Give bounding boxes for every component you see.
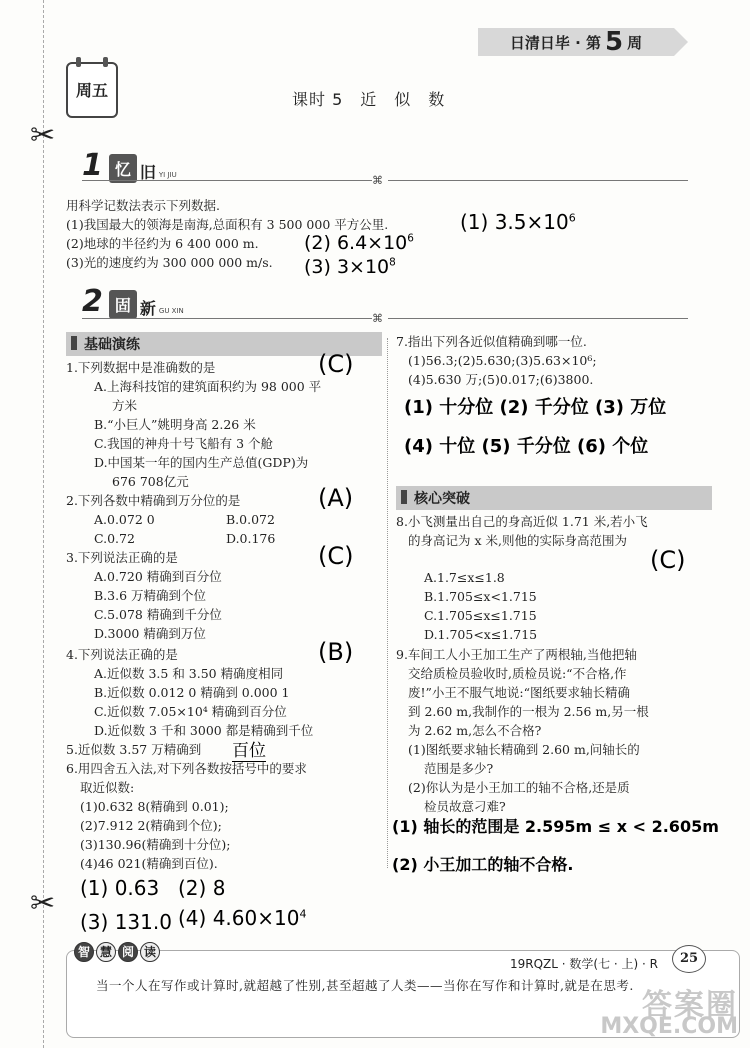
handwritten-answer: (4) 十位 (5) 千分位 (6) 个位 (404, 436, 649, 457)
question-text: (1)56.3;(2)5.630;(3)5.63×10⁶; (408, 353, 597, 368)
review-item: (3)光的速度约为 300 000 000 m/s. (66, 255, 273, 270)
handwritten-answer: (3) $3\times 10^8$ (304, 256, 396, 278)
section-review-header (82, 148, 177, 183)
calendar-icon (66, 62, 118, 118)
section-tag: 固 (109, 290, 137, 319)
sub-question: (2)7.912 2(精确到个位); (80, 818, 222, 833)
core-breakthrough-title: 核心突破 (396, 486, 712, 510)
section-number: 1 (82, 148, 103, 183)
question-text: 5.近似数 3.57 万精确到 (66, 742, 202, 757)
question-text: 4.下列说法正确的是 (66, 647, 178, 662)
banner-prefix: 日清日毕 · 第 (509, 33, 602, 52)
section-divider (388, 180, 688, 181)
question-text: 1.下列数据中是准确数的是 (66, 360, 216, 375)
book-code: 19RQZL · 数学(七 · 上) · R (510, 957, 658, 971)
option-text: C.近似数 7.05×10⁴ 精确到百分位 (94, 704, 287, 719)
option-text: 方米 (112, 398, 138, 413)
knot-icon: ⌘ (372, 312, 383, 325)
week-number: 5 (605, 27, 624, 57)
calendar-day: 周五 (75, 81, 108, 100)
option-text: D.中国某一年的国内生产总值(GDP)为 (94, 455, 309, 470)
handwritten-answer: (1) 十分位 (2) 千分位 (3) 万位 (404, 397, 667, 418)
wisdom-reading-label: 智 慧 阅 读 (74, 942, 160, 962)
option-text: B.3.6 万精确到个位 (94, 588, 207, 603)
handwritten-answer: (A) (318, 484, 354, 512)
week-banner (478, 28, 674, 56)
handwritten-answer: (C) (318, 542, 354, 570)
option-text: A.1.7≤x≤1.8 (424, 570, 505, 585)
option-text: A.近似数 3.5 和 3.50 精确度相同 (94, 666, 284, 681)
option-text: C.1.705≤x≤1.715 (424, 608, 537, 623)
option-text: C.0.72 (94, 531, 135, 546)
sub-question: 检员故意刁难? (424, 799, 506, 814)
basic-practice-title: 基础演练 (66, 332, 382, 356)
section-divider (82, 180, 372, 181)
scissors-icon: ✂ (30, 118, 56, 153)
option-text: D.1.705<x≤1.715 (424, 627, 538, 642)
option-text: C.我国的神舟十号飞船有 3 个舱 (94, 436, 273, 451)
option-text: B.1.705≤x<1.715 (424, 589, 537, 604)
option-text: D.0.176 (226, 531, 276, 546)
section-divider (82, 318, 372, 319)
review-item: (2)地球的半径约为 6 400 000 m. (66, 236, 259, 251)
section-number: 2 (82, 284, 103, 319)
question-text: 到 2.60 m,我制作的一根为 2.56 m,另一根 (408, 704, 649, 719)
handwritten-answer: (2) $6.4\times 10^6$ (304, 232, 414, 254)
sub-question: (1)图纸要求轴长精确到 2.60 m,问轴长的 (408, 742, 640, 757)
question-text: (4)5.630 万;(5)0.017;(6)3800. (408, 372, 594, 387)
review-item: (1)我国最大的领海是南海,总面积有 3 500 000 平方公里. (66, 217, 389, 232)
option-text: 676 708亿元 (112, 474, 189, 489)
handwritten-answer: (4) $4.60\times 10^4$ (178, 906, 307, 930)
sub-question: (2)你认为是小王加工的轴不合格,还是质 (408, 780, 630, 795)
handwritten-answer: 百位 (232, 736, 266, 762)
question-text: 2.下列各数中精确到万分位的是 (66, 493, 241, 508)
option-text: C.5.078 精确到千分位 (94, 607, 222, 622)
question-text: 取近似数: (80, 780, 135, 795)
lesson-title: 课时 5 近 似 数 (292, 90, 446, 109)
knot-icon: ⌘ (372, 174, 383, 187)
question-text: 废!”小王不服气地说:“图纸要求轴长精确 (408, 685, 631, 700)
option-text: D.3000 精确到万位 (94, 626, 206, 641)
option-text: B.0.072 (226, 512, 275, 527)
question-text: 7.指出下列各近似值精确到哪一位. (396, 334, 587, 349)
handwritten-answer: (3) 131.0 (80, 910, 172, 934)
handwritten-answer: (1) 轴长的范围是 2.595m ≤ x < 2.605m (392, 817, 719, 836)
question-text: 的身高记为 x 米,则他的实际身高范围为 (408, 533, 627, 548)
banner-suffix: 周 (627, 33, 643, 52)
question-text: 3.下列说法正确的是 (66, 550, 178, 565)
watermark-logo: 答案圈 (642, 988, 738, 1023)
scissors-icon: ✂ (30, 886, 56, 921)
handwritten-answer: (1) $3.5\times 10^6$ (460, 210, 576, 234)
section-divider (388, 318, 688, 319)
watermark-url: MXQE.COM (600, 1014, 738, 1039)
handwritten-answer: (2) 8 (178, 876, 226, 900)
sub-question: (4)46 021(精确到百位). (80, 856, 218, 871)
handwritten-answer: (C) (650, 546, 686, 574)
section-new-header (82, 284, 184, 319)
handwritten-answer: (1) 0.63 (80, 876, 160, 900)
option-text: D.近似数 3 千和 3000 都是精确到千位 (94, 723, 314, 738)
handwritten-answer: (2) 小王加工的轴不合格. (392, 855, 574, 874)
section-tag-2: 旧 (139, 163, 156, 182)
sub-question: (1)0.632 8(精确到 0.01); (80, 799, 229, 814)
question-text: 9.车间工人小王加工生产了两根轴,当他把轴 (396, 647, 637, 662)
sub-question: (3)130.96(精确到十分位); (80, 837, 231, 852)
sub-question: 范围是多少? (424, 761, 494, 776)
review-instruction: 用科学记数法表示下列数据. (66, 198, 220, 213)
question-text: 6.用四舍五入法,对下列各数按括号中的要求 (66, 761, 307, 776)
section-tag: 忆 (109, 154, 137, 183)
handwritten-answer: (B) (318, 638, 354, 666)
handwritten-answer: (C) (318, 350, 354, 378)
option-text: A.0.720 精确到百分位 (94, 569, 222, 584)
option-text: A.0.072 0 (94, 512, 155, 527)
section-pinyin: YI JIU (158, 171, 177, 179)
section-pinyin: GU XIN (158, 307, 184, 315)
section-tag-2: 新 (139, 299, 156, 318)
question-text: 交给质检员验收时,质检员说:“不合格,作 (408, 666, 627, 681)
reading-quote: 当一个人在写作或计算时,就超越了性别,甚至超越了人类——当你在写作和计算时,就是在思考. (96, 978, 634, 993)
question-text: 8.小飞测量出自己的身高近似 1.71 米,若小飞 (396, 514, 648, 529)
page-number: 25 (672, 945, 706, 973)
option-text: A.上海科技馆的建筑面积约为 98 000 平 (94, 379, 322, 394)
option-text: B.近似数 0.012 0 精确到 0.000 1 (94, 685, 290, 700)
column-divider (387, 338, 388, 868)
question-text: 为 2.62 m,怎么不合格? (408, 723, 542, 738)
option-text: B.“小巨人”姚明身高 2.26 米 (94, 417, 256, 432)
